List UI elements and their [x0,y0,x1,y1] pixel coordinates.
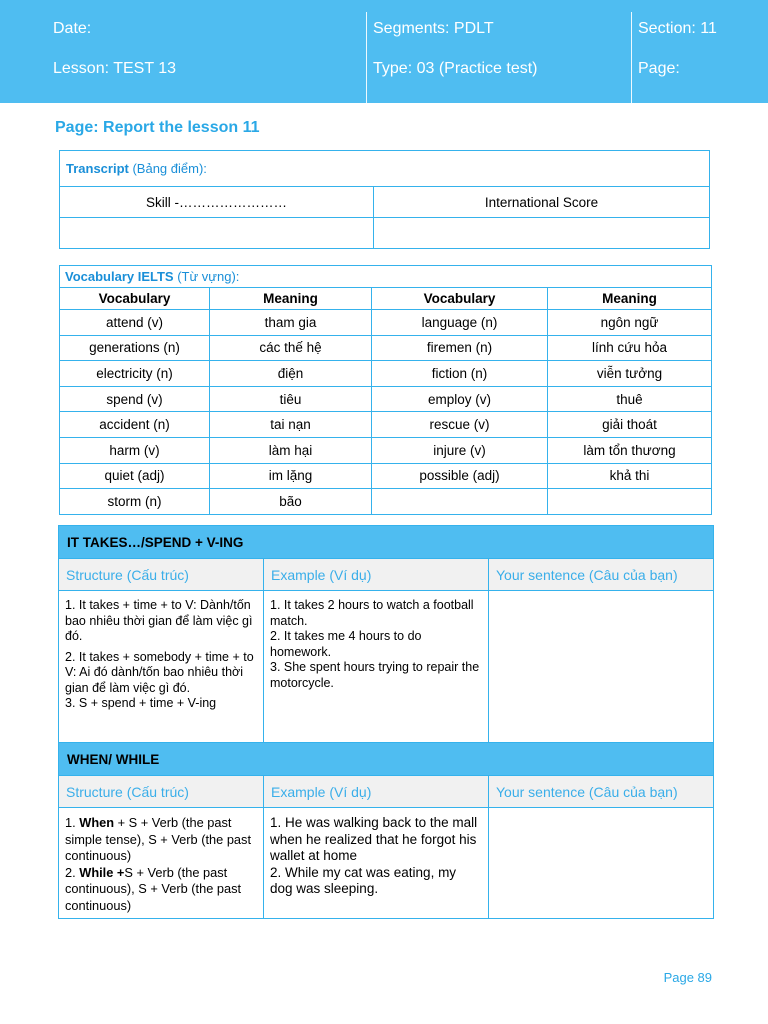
vocab-word: generations (n) [60,335,210,361]
vocab-header: Vocabulary [60,288,210,310]
vocab-word: rescue (v) [372,412,548,438]
vocab-meaning: im lặng [210,463,372,489]
example-header: Example (Ví dụ) [264,559,489,591]
transcript-score-cell[interactable] [374,218,710,249]
example-line: 2. While my cat was eating, my dog was sleeping. [270,864,457,896]
structure-line [65,815,257,865]
vocab-meaning: tiêu [210,386,372,412]
vocab-header: Vocabulary [372,288,548,310]
structure-cell [59,591,264,743]
your-sentence-cell[interactable] [489,591,714,743]
table-row [60,361,712,387]
vocab-meaning: giải thoát [548,412,712,438]
page-label: Page: [638,60,680,77]
vocab-meaning: viễn tưởng [548,361,712,387]
transcript-title: Transcript [66,161,129,176]
example-line: 3. She spent hours trying to repair the motorcycle. [270,660,480,690]
example-line: 1. He was walking back to the mall when he realized that he forgot his wallet at home [270,815,478,863]
vocab-meaning: tham gia [210,310,372,336]
example-cell [264,808,489,919]
vocab-word: storm (n) [60,489,210,515]
vocab-word: accident (n) [60,412,210,438]
keyword-when: When [79,815,115,830]
structure-line: 3. S + spend + time + V-ing [65,696,217,710]
grammar-table-when-while [58,742,714,919]
vocab-meaning: điện [210,361,372,387]
table-row [60,489,712,515]
vocab-header: Meaning [548,288,712,310]
vocab-word: electricity (n) [60,361,210,387]
vocab-caption [60,266,712,288]
header-divider [631,12,632,103]
header-divider [366,12,367,103]
example-header: Example (Ví dụ) [264,776,489,808]
table-row [60,412,712,438]
vocab-word: language (n) [372,310,548,336]
vocab-meaning: khả thi [548,463,712,489]
vocab-meaning: các thế hệ [210,335,372,361]
lesson-label: Lesson: TEST 13 [53,60,177,77]
table-row [60,386,712,412]
structure-num: 2. [65,864,80,880]
vocab-word: possible (adj) [372,463,548,489]
table-row [60,335,712,361]
transcript-skill-cell[interactable] [60,218,374,249]
vocab-word [372,489,548,515]
page-title: Page: Report the lesson 11 [55,119,260,136]
grammar-title: WHEN/ WHILE [59,743,714,776]
date-label: Date: [53,20,92,37]
table-row [60,437,712,463]
table-row [60,463,712,489]
structure-line: 2. It takes + somebody + time + to V: Ai đó dành/tốn bao nhiêu thời gian để làm việc gì đó. [65,649,254,695]
transcript-note: (Bảng điểm): [128,161,207,176]
your-sentence-cell[interactable] [489,808,714,919]
vocab-word: quiet (adj) [60,463,210,489]
vocab-meaning: lính cứu hỏa [548,335,712,361]
vocab-meaning: thuê [548,386,712,412]
vocabulary-table [59,265,712,515]
grammar-title: IT TAKES…/SPEND + V-ING [59,526,714,559]
transcript-table [59,150,710,249]
vocab-header: Meaning [210,288,372,310]
segments-label: Segments: PDLT [373,20,494,37]
vocab-word: harm (v) [60,437,210,463]
vocab-word: injure (v) [372,437,548,463]
structure-text: + S + Verb (the past simple tense), S + Verb (the past continuous) [65,815,252,863]
vocab-meaning: bão [210,489,372,515]
section-label: Section: 11 [638,20,717,37]
transcript-caption [60,151,710,187]
vocab-word: spend (v) [60,386,210,412]
structure-num: 1. [65,815,80,830]
vocab-word: firemen (n) [372,335,548,361]
vocab-meaning: làm hại [210,437,372,463]
vocab-meaning: tai nạn [210,412,372,438]
vocab-meaning: làm tổn thương [548,437,712,463]
grammar-table-it-takes [58,525,714,743]
your-sentence-header: Your sentence (Câu của bạn) [489,559,714,591]
example-line: 2. It takes me 4 hours to do homework. [270,629,422,659]
vocab-title: Vocabulary IELTS [65,269,174,284]
page-number: Page 89 [663,970,712,985]
vocab-word: attend (v) [60,310,210,336]
example-line: 1. It takes 2 hours to watch a football match. [270,598,474,628]
structure-line: 1. It takes + time + to V: Dành/tốn bao nhiêu thời gian để làm việc gì đó. [65,598,253,643]
structure-header: Structure (Cấu trúc) [59,776,264,808]
vocab-meaning: ngôn ngữ [548,310,712,336]
your-sentence-header: Your sentence (Câu của bạn) [489,776,714,808]
structure-line [65,865,257,915]
table-row [60,310,712,336]
structure-text: S + Verb (the past continuous), S + Verb (the past continuous) [65,864,242,913]
type-label: Type: 03 (Practice test) [373,60,538,77]
page-header [0,0,768,103]
vocab-word: employ (v) [372,386,548,412]
structure-header: Structure (Cấu trúc) [59,559,264,591]
vocab-meaning [548,489,712,515]
keyword-while: While + [79,864,125,880]
vocab-word: fiction (n) [372,361,548,387]
structure-cell [59,808,264,919]
transcript-skill-header: Skill -…………………… [60,187,374,218]
example-cell [264,591,489,743]
vocab-note: (Từ vựng): [173,269,240,284]
transcript-score-header: International Score [374,187,710,218]
